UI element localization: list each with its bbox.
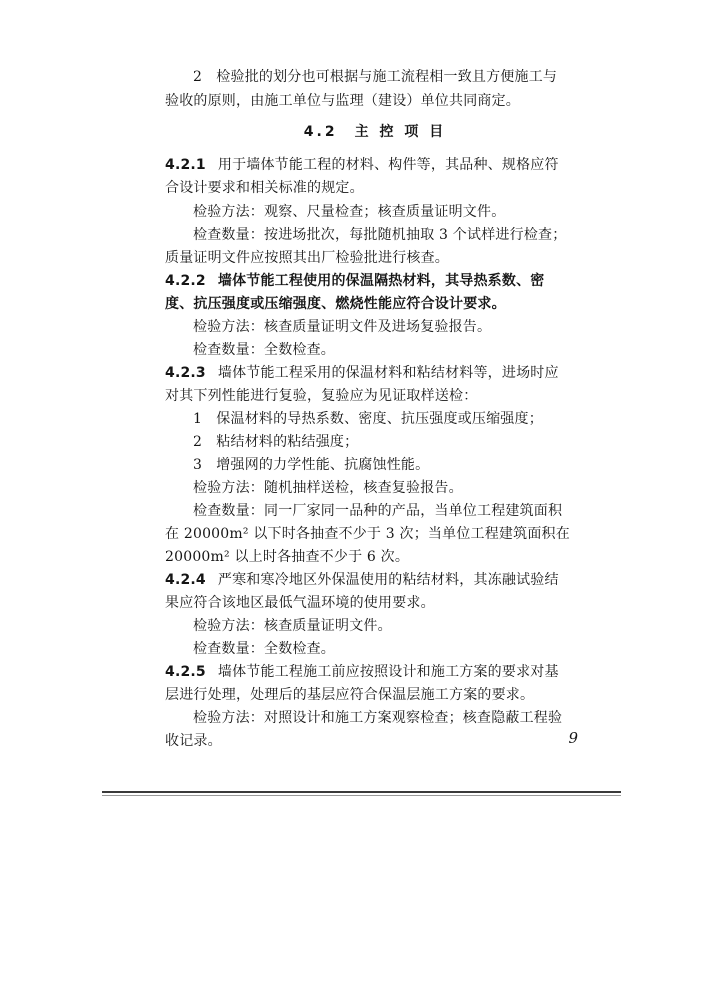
clause-line: 4.2.5 墙体节能工程施工前应按照设计和施工方案的要求对基	[165, 664, 559, 680]
text-line: 2 检验批的划分也可根据与施工流程相一致且方便施工与	[193, 69, 558, 85]
list-item: 3 增强网的力学性能、抗腐蚀性能。	[193, 457, 430, 473]
text-line: 收记录。	[165, 733, 222, 749]
text-line: 20000m² 以上时各抽查不少于 6 次。	[165, 549, 410, 565]
text-line: 检验方法：核查质量证明文件及进场复验报告。	[193, 319, 492, 335]
list-item: 1 保温材料的导热系数、密度、抗压强度或压缩强度；	[193, 411, 543, 427]
clause-line: 4.2.2 墙体节能工程使用的保温隔热材料，其导热系数、密	[165, 273, 545, 289]
text-line: 在 20000m² 以下时各抽查不少于 3 次；当单位工程建筑面积在	[165, 526, 570, 542]
clause-number: 4.2.5	[165, 664, 206, 680]
clause-number: 4.2.3	[165, 365, 206, 381]
text-line: 检验方法：核查质量证明文件。	[193, 618, 392, 634]
text-line: 对其下列性能进行复验，复验应为见证取样送检：	[165, 388, 478, 404]
text-line: 检查数量：同一厂家同一品种的产品，当单位工程建筑面积	[193, 503, 563, 519]
clause-line: 4.2.4 严寒和寒冷地区外保温使用的粘结材料，其冻融试验结	[165, 572, 559, 588]
text-line: 度、抗压强度或压缩强度、燃烧性能应符合设计要求。	[165, 296, 506, 312]
text-line: 检查数量：按进场批次，每批随机抽取 3 个试样进行检查；	[193, 227, 567, 243]
text-line: 层进行处理，处理后的基层应符合保温层施工方案的要求。	[165, 687, 535, 703]
page-number: 9	[568, 729, 578, 747]
text-line: 质量证明文件应按照其出厂检验批进行核查。	[165, 250, 449, 266]
text-line: 检验方法：观察、尺量检查；核查质量证明文件。	[193, 204, 506, 220]
text-line: 合设计要求和相关标准的规定。	[165, 180, 364, 196]
text-line: 检验方法：对照设计和施工方案观察检查；核查隐蔽工程验	[193, 710, 563, 726]
page-edge-rule-shadow	[102, 795, 621, 796]
clause-number: 4.2.2	[165, 273, 206, 289]
text-line: 验收的原则，由施工单位与监理（建设）单位共同商定。	[165, 93, 520, 109]
text-line: 检查数量：全数检查。	[193, 342, 335, 358]
page-edge-rule	[102, 791, 621, 793]
text-line: 检查数量：全数检查。	[193, 641, 335, 657]
clause-line: 4.2.3 墙体节能工程采用的保温材料和粘结材料等，进场时应	[165, 365, 559, 381]
clause-number: 4.2.4	[165, 572, 206, 588]
text-line: 检验方法：随机抽样送检，核查复验报告。	[193, 480, 463, 496]
list-item: 2 粘结材料的粘结强度；	[193, 434, 359, 450]
clause-line: 4.2.1 用于墙体节能工程的材料、构件等，其品种、规格应符	[165, 157, 559, 173]
section-heading: 4.2 主 控 项 目	[303, 124, 447, 140]
clause-number: 4.2.1	[165, 157, 206, 173]
text-line: 果应符合该地区最低气温环境的使用要求。	[165, 595, 435, 611]
